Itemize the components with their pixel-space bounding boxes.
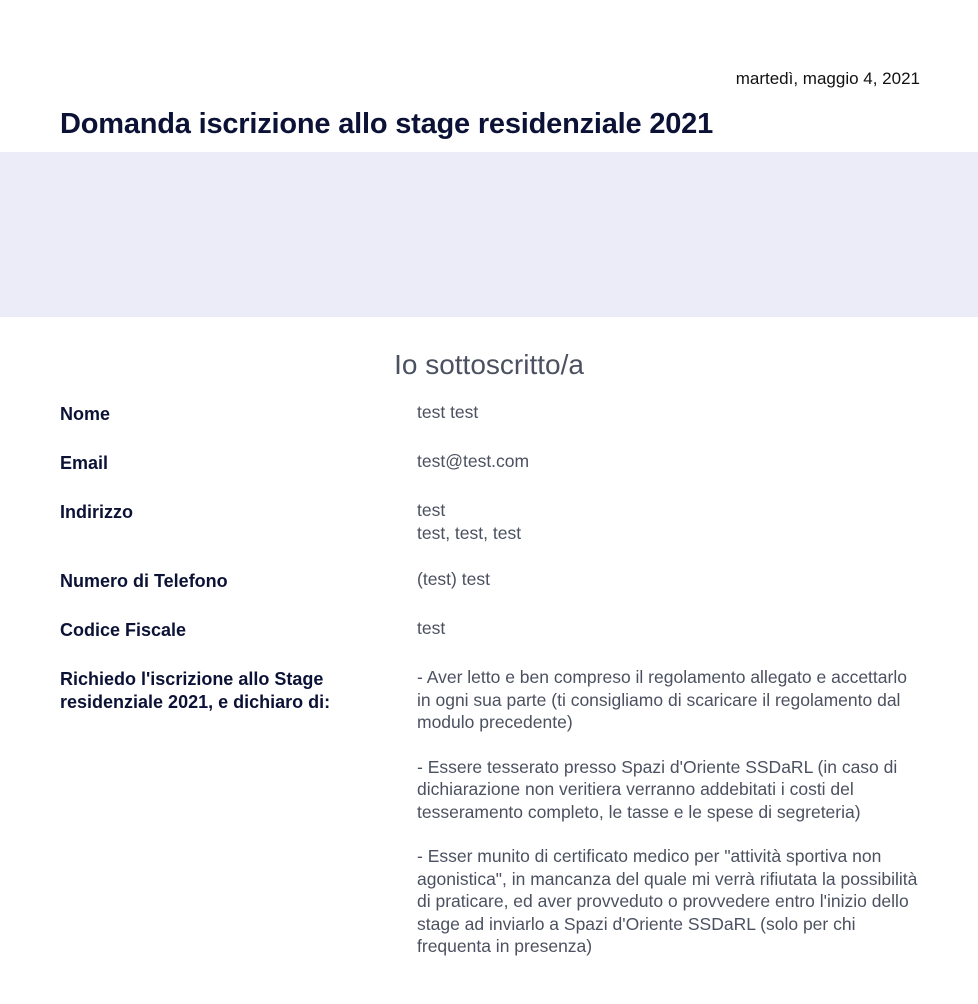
indirizzo-line-2: test, test, test: [417, 522, 522, 543]
field-value-codice-fiscale: test: [417, 618, 446, 638]
field-label-dichiarazione: Richiedo l'iscrizione allo Stage residenziale 2021, e dichiaro di:: [60, 669, 331, 712]
indirizzo-line-1: test: [417, 500, 446, 520]
field-label-indirizzo: Indirizzo: [60, 502, 133, 522]
form-summary: [60, 401, 920, 1004]
field-label-codice-fiscale: Codice Fiscale: [60, 620, 187, 640]
field-value-email: test@test.com: [417, 451, 530, 471]
field-row-codice-fiscale: [60, 617, 920, 642]
field-row-nome: [60, 401, 920, 426]
field-label-telefono: Numero di Telefono: [60, 571, 228, 591]
field-row-dichiarazione: [60, 666, 920, 980]
field-value-telefono: (test) test: [417, 569, 490, 589]
declaration-item: - Esser munito di certificato medico per "attività sportiva non agonistica", in mancanza del quale mi verrà rifiutata la possibilità di praticare, ed aver provveduto o provvedere entro l'inizio dello stage ad inviarlo a Spazi d'Oriente SSDaRL (solo per chi frequenta in presenza): [417, 846, 918, 956]
declaration-item: - Aver letto e ben compreso il regolamento allegato e accettarlo in ogni sua parte (ti consigliamo di scaricare il regolamento dal modulo precedente): [417, 667, 907, 732]
section-heading: Io sottoscritto/a: [394, 349, 584, 380]
header-banner: [0, 152, 978, 317]
field-row-telefono: [60, 568, 920, 593]
field-value-dichiarazione: [417, 666, 920, 980]
page-title: Domanda iscrizione allo stage residenziale 2021: [60, 108, 714, 140]
document-date: martedì, maggio 4, 2021: [735, 69, 920, 88]
field-row-indirizzo: [60, 499, 920, 544]
field-label-email: Email: [60, 453, 109, 473]
declaration-item: - Essere tesserato presso Spazi d'Oriente SSDaRL (in caso di dichiarazione non veritiera verranno addebitati i costi del tesseramento completo, le tasse e le spese di segreteria): [417, 756, 898, 822]
field-row-email: [60, 450, 920, 475]
field-value-nome: test test: [417, 402, 479, 422]
field-label-nome: Nome: [60, 404, 111, 424]
field-value-indirizzo: [417, 499, 920, 544]
